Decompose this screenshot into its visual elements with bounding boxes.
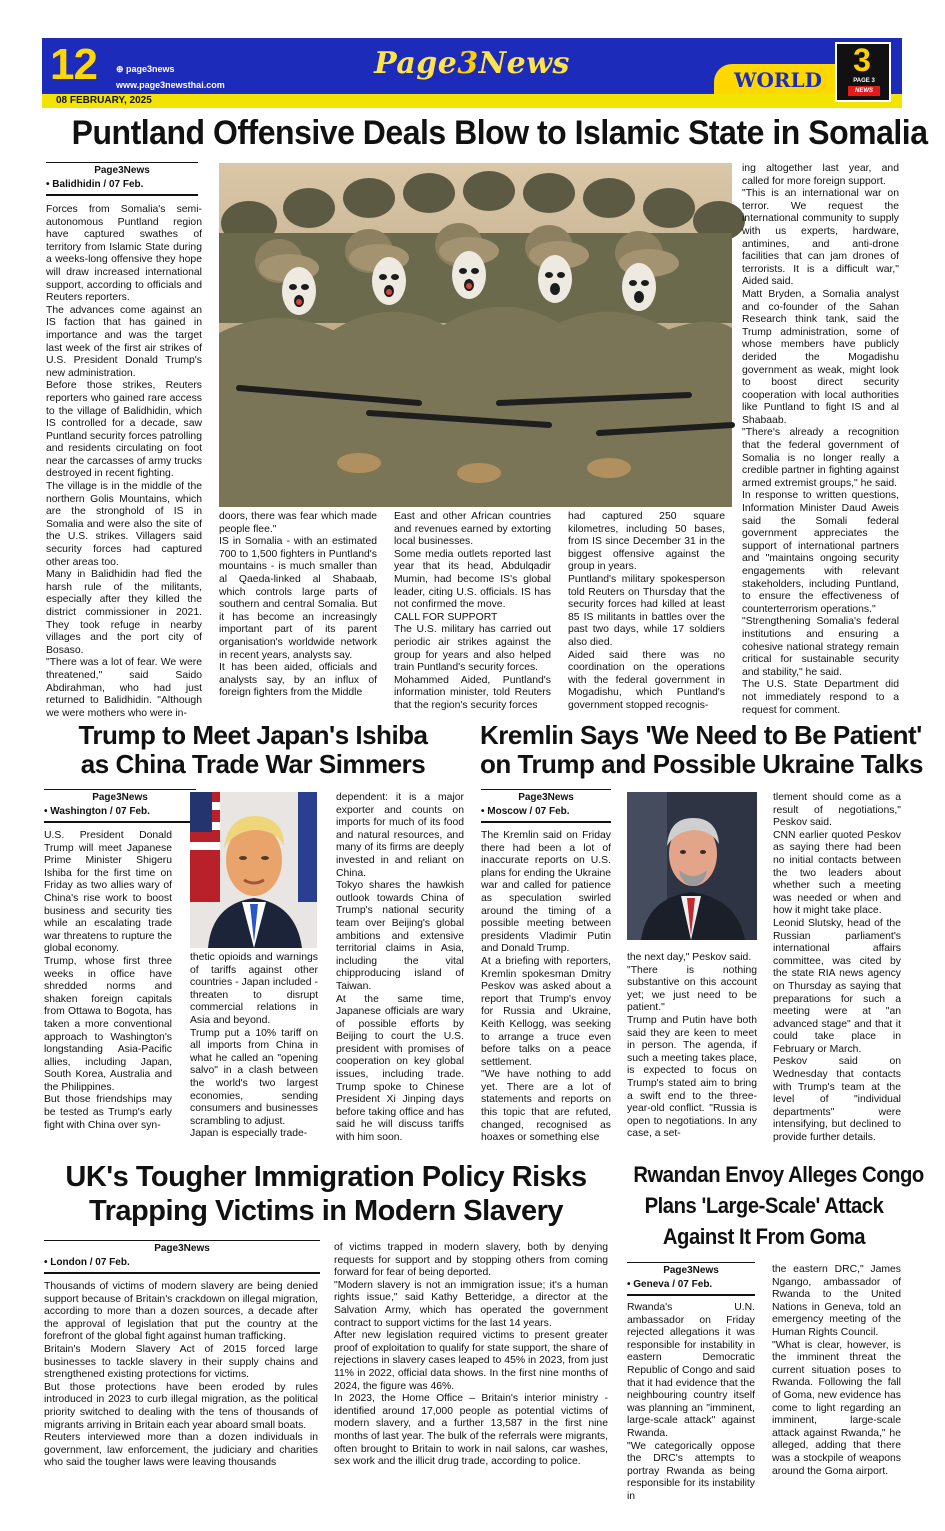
article5-col1: Rwanda's U.N. ambassador on Friday rejected allegations it was responsible for instability in eastern Democratic Republic of Congo and said that it had evidence that the neighbouring country itself was planning an "imminent, large-scale attack" against Rwanda. "We categorically oppose the DRC's attempts to portray Rwanda as being responsible for its instability in bbox=[627, 1302, 755, 1502]
article3-location: • Moscow / 07 Feb. bbox=[481, 806, 570, 817]
article2-headline-line2: as China Trade War Simmers bbox=[80, 749, 426, 780]
article2-byline bbox=[44, 789, 196, 823]
article3-photo-peskov bbox=[627, 792, 757, 940]
article4-col2: of victims trapped in modern slavery, both by denying requests for support and by stopping others from coming forward for fear of being deported. "Modern slavery is not an immigration issue; it's a human rights issue," said Kathy Betteridge, a director at the Salvation Army, which has operated the government contract to support victims for the last 14 years. After new legislation required victims to present greater proof of exploitation to qualify for state support, the share of rejections in slavery cases leaped to 45% in 2023, from just 11% in 2022, official data shows. In the first nine months of 2024, the figure was 46%. In 2023, the Home Office – Britain's interior ministry - identified around 17,000 people as potential victims of modern slavery, and a further 13,587 in the first nine months of last year. The bulk of the referrals were migrants, often brought to Britain to work in nail salons, car washes, sex work and the illicit drug trade, according to police. bbox=[334, 1242, 608, 1468]
peskov-photo-illustration bbox=[627, 792, 757, 940]
site-name bbox=[116, 64, 175, 75]
article5-headline-line3: Against It From Goma bbox=[662, 1223, 866, 1249]
logo-text-news: News bbox=[478, 46, 570, 81]
article5-source: Page3News bbox=[627, 1262, 755, 1276]
article3-headline bbox=[480, 720, 923, 780]
article2-col3: dependent: it is a major exporter and counts on imports for much of its food and natural resources, and many of its firms are deeply invested in and reliant on China. Tokyo shares the hawkish outlook towards China of Trump's national security team over Beijing's global ambitions and extensive territorial claims in Asia, including the vital chipproducing island of Taiwan. At the same time, Japanese officials are wary of possible efforts by Beijing to court the U.S. president with promises of cooperation on key global issues, including trade. Trump spoke to Chinese President Xi Jinping days before taking office and has said he will discuss tariffs with him soon. bbox=[336, 792, 464, 1144]
article3-headline-line2: on Trump and Possible Ukraine Talks bbox=[480, 749, 923, 780]
article1-col4: had captured 250 square kilometres, including 50 bases, from IS since December 31 in the biggest offensive against the group in years. Puntland's military spokesperson told Reuters on Thursday that the security forces had killed at least 85 IS militants in battles over the past two days, while 17 soldiers also died. Aided said there was no coordination on the operations with the federal government in Mogadishu, which Puntland's government stopped recognis- bbox=[568, 511, 725, 711]
logo-text-page: Page bbox=[374, 46, 458, 81]
globe-icon: ⊕ bbox=[116, 64, 127, 74]
article4-col1: Thousands of victims of modern slavery are being denied support because of Britain's crackdown on illegal migration, according to more than a dozen sources, a decade after the approval of legislation that put the country at the forefront of the global fight against human trafficking. Britain's Modern Slavery Act of 2015 forced large businesses to tackle slavery in their supply chains and strengthened existing protections for victims. But those protections have been eroded by rules introduced in 2023 to curb illegal migration, as the political priority switched to dealing with the tens of thousands of migrants arriving in Britain each year aboard small boats. Reuters interviewed more than a dozen individuals in government, law enforcement, the judiciary and charities who said the tougher laws were leaving thousands bbox=[44, 1281, 318, 1469]
article2-location: • Washington / 07 Feb. bbox=[44, 806, 150, 817]
issue-date: 08 FEBRUARY, 2025 bbox=[56, 95, 152, 106]
page-number: 12 bbox=[50, 40, 97, 89]
article5-col2: the eastern DRC," James Ngango, ambassador of Rwanda to the United Nations in Geneva, told an emergency meeting of the Human Rights Council. "What is clear, however, is the imminent threat the current situation poses to Rwanda. Following the fall of Goma, new evidence has come to light regarding an imminent, large-scale attack against Rwanda," he alleged, adding that there was a stockpile of weapons around the Goma airport. bbox=[772, 1264, 901, 1477]
article3-source: Page3News bbox=[481, 789, 611, 803]
article5-byline bbox=[627, 1262, 755, 1296]
soldiers-photo-illustration bbox=[219, 163, 732, 507]
article1-headline: Puntland Offensive Deals Blow to Islamic State in Somalia bbox=[71, 114, 928, 152]
trump-photo-illustration bbox=[190, 792, 317, 948]
article3-col3: tlement should come as a result of negotiations," Peskov said. CNN earlier quoted Peskov as saying there had been no initial contacts between the two leaders about whether such a meeting was needed or when and how it might take place. Leonid Slutsky, head of the Russian parliament's international affairs committee, was cited by the state RIA news agency on Thursday as saying that preparations for such a meeting were at "an advanced stage" and that it could take place in February or March. Peskov said on Wednesday that contacts with Trump's team at the level of "individual departments" were intensifying, but declined to provide further details. bbox=[773, 792, 901, 1144]
article4-headline-line1: UK's Tougher Immigration Policy Risks bbox=[65, 1161, 587, 1193]
article5-byline-rule bbox=[627, 1294, 755, 1296]
article4-byline bbox=[44, 1240, 320, 1274]
badge-number: 3 bbox=[853, 42, 871, 78]
article3-byline-rule bbox=[481, 821, 611, 823]
site-url[interactable]: www.page3newsthai.com bbox=[116, 80, 225, 90]
article4-headline-line2: Trapping Victims in Modern Slavery bbox=[89, 1195, 563, 1228]
article1-location: • Balidhidin / 07 Feb. bbox=[46, 179, 144, 190]
article4-headline bbox=[46, 1162, 606, 1227]
site-name-text: page3news bbox=[126, 64, 175, 74]
article3-col2: the next day," Peskov said. "There is nothing substantive on this account yet; we just need to be patient." Trump and Putin have both said they are keen to meet in person. The agenda, if such a meeting takes place, is expected to focus on Trump's stated aim to bring a swift end to the three-year-old conflict. "Russia is open to negotiations. In any case, a set- bbox=[627, 952, 757, 1140]
article4-source: Page3News bbox=[44, 1240, 320, 1254]
article3-headline-line1: Kremlin Says 'We Need to Be Patient' bbox=[480, 720, 922, 750]
article2-photo-trump bbox=[190, 792, 317, 948]
article5-headline bbox=[633, 1160, 924, 1252]
article2-col1: U.S. President Donald Trump will meet Japanese Prime Minister Shigeru Ishiba for the first time on Friday as two allies wary of China's rise work to boost business and security ties while an escalating trade war threatens to rupture the global economy. Trump, whose first three weeks in office have shredded norms and shaken foreign capitals from Ottawa to Bogota, has taken a more conventional approach to Washington's longstanding Asia-Pacific allies, including Japan, South Korea, Australia and the Philippines. But those friendships may be tested as Trump's early fight with China over syn- bbox=[44, 830, 172, 1131]
article4-location: • London / 07 Feb. bbox=[44, 1257, 130, 1268]
article5-headline-line2: Plans 'Large-Scale' Attack bbox=[644, 1192, 884, 1218]
article1-photo-soldiers bbox=[219, 163, 732, 507]
newspaper-logo bbox=[372, 46, 572, 81]
article2-col2: thetic opioids and warnings of tariffs against other countries - Japan included - threaten to disrupt commercial relations in Asia and beyond. Trump put a 10% tariff on all imports from China in what he called an "opening salvo" in a clash between the world's two largest economies, sending consumers and businesses scrambling to adjust. Japan is especially trade- bbox=[190, 952, 318, 1140]
badge-subtitle: PAGE 3 bbox=[853, 78, 875, 84]
masthead bbox=[42, 38, 902, 108]
section-label: WORLD bbox=[734, 68, 822, 92]
article1-col2: doors, there was fear which made people flee." IS in Somalia - with an estimated 700 to 1,500 fighters in Puntland's mountains - is much smaller than al Qaeda-linked al Shabaab, which controls large parts of southern and central Somalia. But it has become an increasingly important part of its parent organisation's worldwide network in recent years, analysts say. It has been aided, officials and analysts say, by an influx of foreign fighters from the Middle bbox=[219, 511, 377, 699]
article1-byline-rule bbox=[46, 194, 198, 196]
article3-col1: The Kremlin said on Friday there had been a lot of inaccurate reports on U.S. plans for ending the Ukraine war and called for patience as speculation swirled around the timing of a possible meeting between presidents Vladimir Putin and Donald Trump. At a briefing with reporters, Kremlin spokesman Dmitry Peskov was asked about a report that Trump's envoy for Russia and Ukraine, Keith Kellogg, was seeking to arrange a truce even before talks on a peace settlement. "We have nothing to add yet. There are a lot of statements and reports on this topic that are refuted, changed, recognised as hoaxes or something else bbox=[481, 830, 611, 1144]
masthead-date-bar bbox=[42, 94, 902, 108]
article5-location: • Geneva / 07 Feb. bbox=[627, 1279, 713, 1290]
article4-byline-rule bbox=[44, 1272, 320, 1274]
article5-headline-line1: Rwandan Envoy Alleges Congo bbox=[633, 1162, 924, 1187]
article2-source: Page3News bbox=[44, 789, 196, 803]
article3-byline bbox=[481, 789, 611, 823]
article1-col3: East and other African countries and revenues earned by extorting local businesses. Some media outlets reported last year that its head, Abdulqadir Mumin, had become IS's global leader, citing U.S. officials. IS has not confirmed the move. CALL FOR SUPPORT The U.S. military has carried out periodic air strikes against the group for years and also helped train Puntland's security forces. Mohammed Aided, Puntland's information minister, told Reuters that the region's security forces bbox=[394, 511, 551, 711]
article2-headline-line1: Trump to Meet Japan's Ishiba bbox=[78, 720, 428, 750]
article2-headline bbox=[46, 722, 460, 779]
article1-source: Page3News bbox=[46, 162, 198, 176]
logo-text-3: 3 bbox=[457, 46, 479, 81]
article1-col5: ing altogether last year, and called for more foreign support. "This is an international war on terror. We request the international community to supply with us experts, hardware, antimines, and anti-drone facilities that can jam drones of terrorists. It is a difficult war," Aided said. Matt Bryden, a Somalia analyst and co-founder of the Sahan Research think tank, said the Trump administration, some of whose members have publicly derided the Mogadishu government as weak, might look to boost direct security cooperation with local authorities like Puntland to fight IS and al Shabaab. "There's already a recognition that the federal government of Somalia is no longer really a credible partner in fighting against armed extremist groups," he said. In response to written questions, Information Minister Daud Aweis said the Somali federal government appreciates the support of international partners and "maintains ongoing security engagements with relevant stakeholders, including Puntland, to ensure the effectiveness of counterterrorism operations." "Strengthening Somalia's federal institutions and ensuring a cohesive national strategy remain critical for sustainable security and stability," he said. The U.S. State Department did not immediately respond to a request for comment. bbox=[742, 163, 899, 716]
article1-col1: Forces from Somalia's semi-autonomous Puntland region have captured swathes of territory from Islamic State during a weeks-long offensive they hope will draw increased international support, according to officials and Reuters reporters. The advances come against an IS faction that has gained in importance and was the target last week of the first air strikes of U.S. President Donald Trump's new administration. Before those strikes, Reuters reporters who gained rare access to the village of Balidhidin, which IS controlled for a decade, saw Puntland security forces patrolling and residents circulating on foot near the carcasses of army trucks destroyed in recent fighting. The village is in the middle of the northern Golis Mountains, which are the stronghold of IS in Somalia and were also the site of the U.S. strikes. Villagers said security forces had captured other areas too. Many in Balidhidin had fled the harsh rule of the militants, especially after they killed the district commissioner in 2021. They took refuge in nearby villages and the port city of Bosaso. "There was a lot of fear. We were threatened," said Saido Abdirahman, who had just returned to Balidhidin. "Although we were mothers who were in- bbox=[46, 204, 202, 719]
badge-news-tag: NEWS bbox=[848, 86, 880, 96]
article1-byline bbox=[46, 162, 198, 196]
article2-byline-rule bbox=[44, 821, 196, 823]
